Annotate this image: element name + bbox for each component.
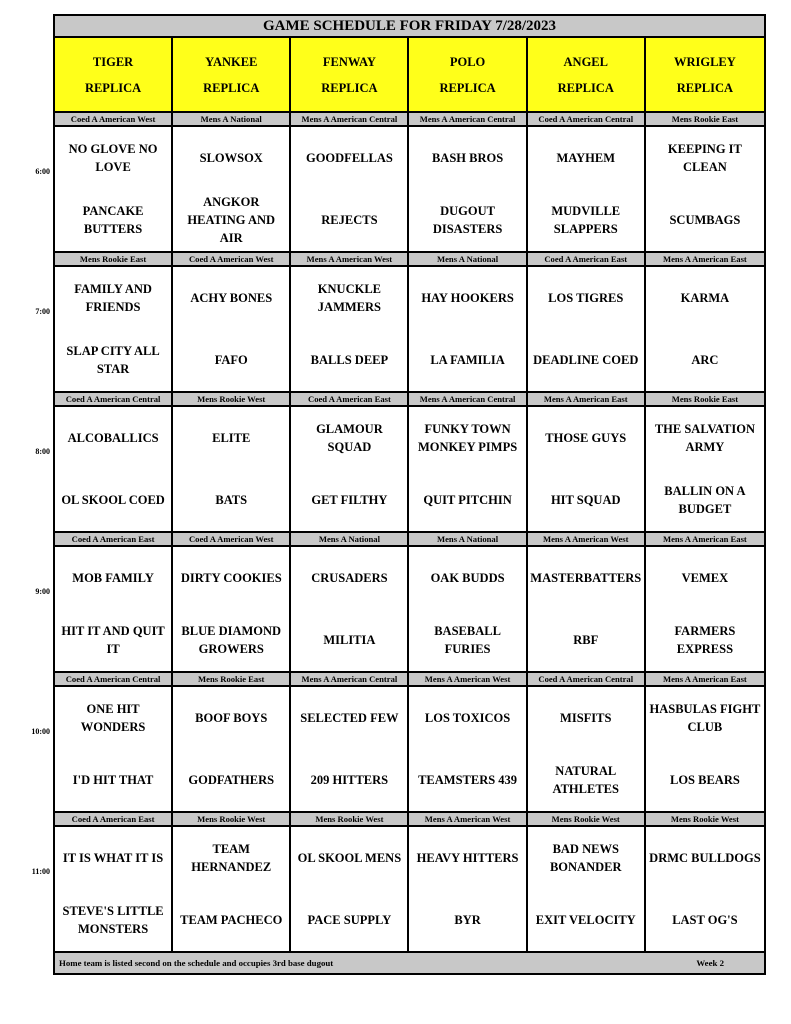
- field-type: REPLICA: [203, 80, 260, 95]
- division-label: Mens A American West: [409, 813, 527, 825]
- field-name: ANGEL: [563, 54, 608, 69]
- game-cell: [528, 547, 646, 671]
- home-team: BALLS DEEP: [310, 353, 389, 367]
- time-block: [31, 811, 766, 951]
- division-label: Coed A American Central: [528, 113, 646, 125]
- home-team: LOS BEARS: [669, 773, 740, 787]
- game-cell: [55, 127, 173, 251]
- away-team: MOB FAMILY: [72, 571, 154, 585]
- field-type: REPLICA: [321, 80, 378, 95]
- home-team: PACE SUPPLY: [307, 913, 392, 927]
- time-label: 9:00: [35, 587, 50, 596]
- division-row: [53, 531, 766, 547]
- game-cell: [55, 827, 173, 951]
- footer-bar: [53, 951, 766, 975]
- field-type: REPLICA: [84, 80, 142, 95]
- field-name: WRIGLEY: [673, 54, 736, 69]
- division-label: Coed A American East: [55, 813, 173, 825]
- game-cell: [173, 267, 291, 391]
- division-label: Coed A American East: [528, 253, 646, 265]
- game-cell: [291, 127, 409, 251]
- time-label: 11:00: [31, 867, 50, 876]
- home-team: FARMERS EXPRESS: [674, 624, 736, 656]
- home-team: FAFO: [214, 353, 248, 367]
- away-team: MAYHEM: [556, 151, 616, 165]
- away-team: FUNKY TOWN MONKEY PIMPS: [417, 422, 518, 454]
- time-label: 6:00: [35, 167, 50, 176]
- away-team: HASBULAS FIGHT CLUB: [649, 702, 761, 734]
- game-cell: [528, 827, 646, 951]
- division-label: Mens Rookie East: [671, 394, 739, 404]
- games-row: [53, 827, 766, 951]
- away-team: ONE HIT WONDERS: [80, 702, 146, 734]
- game-cell: [409, 827, 527, 951]
- away-team: KNUCKLE JAMMERS: [317, 282, 381, 314]
- division-label: Mens Rookie East: [173, 673, 291, 685]
- game-cell: [409, 547, 527, 671]
- time-label: 8:00: [35, 447, 50, 456]
- home-team: EXIT VELOCITY: [535, 913, 636, 927]
- division-label: Mens A American East: [663, 254, 747, 264]
- away-team: THE SALVATION ARMY: [654, 422, 755, 454]
- game-cell: [173, 407, 291, 531]
- time-block: [35, 111, 766, 251]
- game-cell: [646, 267, 764, 391]
- division-row: [53, 671, 766, 687]
- division-label: Mens A American West: [409, 673, 527, 685]
- game-cell: [646, 827, 764, 951]
- division-row: [53, 111, 766, 127]
- game-cell: [409, 267, 527, 391]
- division-label: Mens Rookie West: [528, 813, 646, 825]
- games-row: [53, 407, 766, 531]
- division-label: Coed A American Central: [528, 673, 646, 685]
- home-team: ARC: [691, 353, 719, 367]
- field-name: FENWAY: [322, 54, 376, 69]
- away-team: KEEPING IT CLEAN: [667, 142, 742, 174]
- home-team: NATURAL ATHLETES: [552, 764, 619, 796]
- away-team: IT IS WHAT IT IS: [62, 851, 164, 865]
- game-cell: [646, 407, 764, 531]
- division-label: Mens A National: [409, 533, 527, 545]
- home-team: LAST OG'S: [672, 913, 738, 927]
- division-row: [53, 251, 766, 267]
- field-header-yankee: [173, 38, 291, 111]
- field-header-angel: [528, 38, 646, 111]
- away-team: BASH BROS: [431, 151, 504, 165]
- game-cell: [55, 687, 173, 811]
- away-team: HEAVY HITTERS: [416, 851, 519, 865]
- away-team: ELITE: [212, 431, 251, 445]
- away-team: OAK BUDDS: [430, 571, 505, 585]
- home-team: I'D HIT THAT: [72, 773, 154, 787]
- field-name: TIGER: [92, 54, 134, 69]
- games-row: [53, 267, 766, 391]
- division-label: Mens Rookie East: [671, 114, 739, 124]
- home-team: MUDVILLE SLAPPERS: [551, 204, 621, 236]
- game-cell: [291, 547, 409, 671]
- away-team: MASTERBATTERS: [530, 571, 642, 585]
- away-team: BAD NEWS BONANDER: [549, 842, 622, 874]
- field-type: REPLICA: [439, 80, 496, 95]
- game-cell: [409, 127, 527, 251]
- home-team: QUIT PITCHIN: [423, 493, 512, 507]
- division-label: Mens Rookie West: [173, 813, 291, 825]
- game-cell: [291, 687, 409, 811]
- game-cell: [173, 827, 291, 951]
- division-label: Coed A American West: [173, 533, 291, 545]
- away-team: LOS TOXICOS: [424, 711, 511, 725]
- game-cell: [173, 547, 291, 671]
- division-label: Mens A American East: [663, 534, 747, 544]
- home-team: BATS: [215, 493, 248, 507]
- home-team: TEAM PACHECO: [180, 913, 283, 927]
- away-team: KARMA: [680, 291, 730, 305]
- division-label: Mens A American Central: [409, 113, 527, 125]
- home-team: STEVE'S LITTLE MONSTERS: [62, 904, 164, 936]
- time-block: [31, 671, 766, 811]
- division-label: Mens Rookie West: [291, 813, 409, 825]
- field-name: POLO: [449, 54, 486, 69]
- division-label: Coed A American Central: [55, 393, 173, 405]
- game-cell: [646, 547, 764, 671]
- game-cell: [646, 687, 764, 811]
- home-team: BASEBALL FURIES: [434, 624, 501, 656]
- field-header-fenway: [291, 38, 409, 111]
- games-row: [53, 687, 766, 811]
- home-team: SCUMBAGS: [669, 213, 741, 227]
- footer-note: Home team is listed second on the schedule and occupies 3rd base dugout: [59, 958, 334, 968]
- home-team: REJECTS: [321, 213, 378, 227]
- field-type: REPLICA: [557, 80, 614, 95]
- game-cell: [528, 267, 646, 391]
- division-label: Mens A American Central: [409, 393, 527, 405]
- away-team: SELECTED FEW: [300, 711, 399, 725]
- home-team: LA FAMILIA: [430, 353, 505, 367]
- week-label: Week 2: [696, 958, 724, 968]
- away-team: THOSE GUYS: [545, 431, 627, 445]
- division-label: Mens A American East: [528, 393, 646, 405]
- home-team: TEAMSTERS 439: [418, 773, 518, 787]
- away-team: DIRTY COOKIES: [180, 571, 282, 585]
- division-label: Coed A American Central: [55, 673, 173, 685]
- field-type: REPLICA: [676, 80, 734, 95]
- away-team: VEMEX: [681, 571, 729, 585]
- game-cell: [55, 407, 173, 531]
- field-header-tiger: [55, 38, 173, 111]
- page-title: GAME SCHEDULE FOR FRIDAY 7/28/2023: [53, 14, 766, 38]
- division-label: Coed A American East: [55, 533, 173, 545]
- away-team: ALCOBALLICS: [67, 431, 159, 445]
- game-cell: [291, 267, 409, 391]
- away-team: BOOF BOYS: [195, 711, 268, 725]
- home-team: MILITIA: [323, 633, 376, 647]
- division-label: Mens A American West: [528, 533, 646, 545]
- division-label: Mens A American East: [663, 674, 747, 684]
- away-team: DRMC BULLDOGS: [649, 851, 761, 865]
- division-label: Mens Rookie East: [55, 253, 173, 265]
- home-team: 209 HITTERS: [310, 773, 389, 787]
- away-team: HAY HOOKERS: [421, 291, 514, 305]
- home-team: BALLIN ON A BUDGET: [664, 484, 746, 516]
- time-block: [35, 251, 766, 391]
- game-cell: [173, 127, 291, 251]
- division-label: Mens A National: [173, 113, 291, 125]
- games-row: [53, 547, 766, 671]
- division-label: Coed A American West: [173, 253, 291, 265]
- game-cell: [291, 407, 409, 531]
- division-label: Mens Rookie West: [173, 393, 291, 405]
- field-header-polo: [409, 38, 527, 111]
- away-team: GLAMOUR SQUAD: [316, 422, 383, 454]
- division-label: Mens A American West: [291, 253, 409, 265]
- away-team: TEAM HERNANDEZ: [191, 842, 272, 874]
- home-team: OL SKOOL COED: [61, 493, 165, 507]
- game-cell: [528, 687, 646, 811]
- time-label: 10:00: [31, 727, 50, 736]
- division-row: [53, 391, 766, 407]
- time-blocks: [31, 111, 766, 951]
- away-team: NO GLOVE NO LOVE: [68, 142, 158, 174]
- division-label: Coed A American West: [55, 113, 173, 125]
- home-team: RBF: [573, 633, 599, 647]
- away-team: CRUSADERS: [311, 571, 388, 585]
- game-cell: [528, 407, 646, 531]
- game-cell: [409, 687, 527, 811]
- away-team: GOODFELLAS: [305, 151, 393, 165]
- division-label: Coed A American East: [291, 393, 409, 405]
- home-team: DUGOUT DISASTERS: [432, 204, 503, 236]
- game-cell: [55, 267, 173, 391]
- away-team: OL SKOOL MENS: [297, 851, 402, 865]
- game-cell: [409, 407, 527, 531]
- time-label: 7:00: [35, 307, 50, 316]
- home-team: HIT IT AND QUIT IT: [61, 624, 165, 656]
- home-team: BYR: [454, 913, 481, 927]
- game-cell: [55, 547, 173, 671]
- away-team: FAMILY AND FRIENDS: [74, 282, 152, 314]
- field-header-wrigley: [646, 38, 764, 111]
- home-team: DEADLINE COED: [533, 353, 639, 367]
- division-label: Mens A National: [409, 253, 527, 265]
- games-row: [53, 127, 766, 251]
- away-team: ACHY BONES: [190, 291, 273, 305]
- game-cell: [173, 687, 291, 811]
- game-cell: [528, 127, 646, 251]
- field-header-row: [53, 38, 766, 111]
- home-team: GET FILTHY: [311, 493, 388, 507]
- division-row: [53, 811, 766, 827]
- division-label: Mens A National: [291, 533, 409, 545]
- time-block: [35, 531, 766, 671]
- home-team: BLUE DIAMOND GROWERS: [181, 624, 282, 656]
- division-label: Mens A American Central: [291, 113, 409, 125]
- away-team: LOS TIGRES: [548, 291, 624, 305]
- schedule-sheet: [31, 14, 766, 975]
- away-team: SLOWSOX: [199, 151, 263, 165]
- home-team: PANCAKE BUTTERS: [82, 204, 144, 236]
- division-label: Mens A American Central: [291, 673, 409, 685]
- home-team: GODFATHERS: [188, 773, 275, 787]
- field-name: YANKEE: [205, 54, 258, 69]
- game-cell: [291, 827, 409, 951]
- away-team: MISFITS: [560, 711, 612, 725]
- home-team: HIT SQUAD: [550, 493, 621, 507]
- game-cell: [646, 127, 764, 251]
- time-block: [35, 391, 766, 531]
- home-team: ANGKOR HEATING AND AIR: [187, 195, 276, 245]
- division-label: Mens Rookie West: [670, 814, 739, 824]
- home-team: SLAP CITY ALL STAR: [66, 344, 160, 376]
